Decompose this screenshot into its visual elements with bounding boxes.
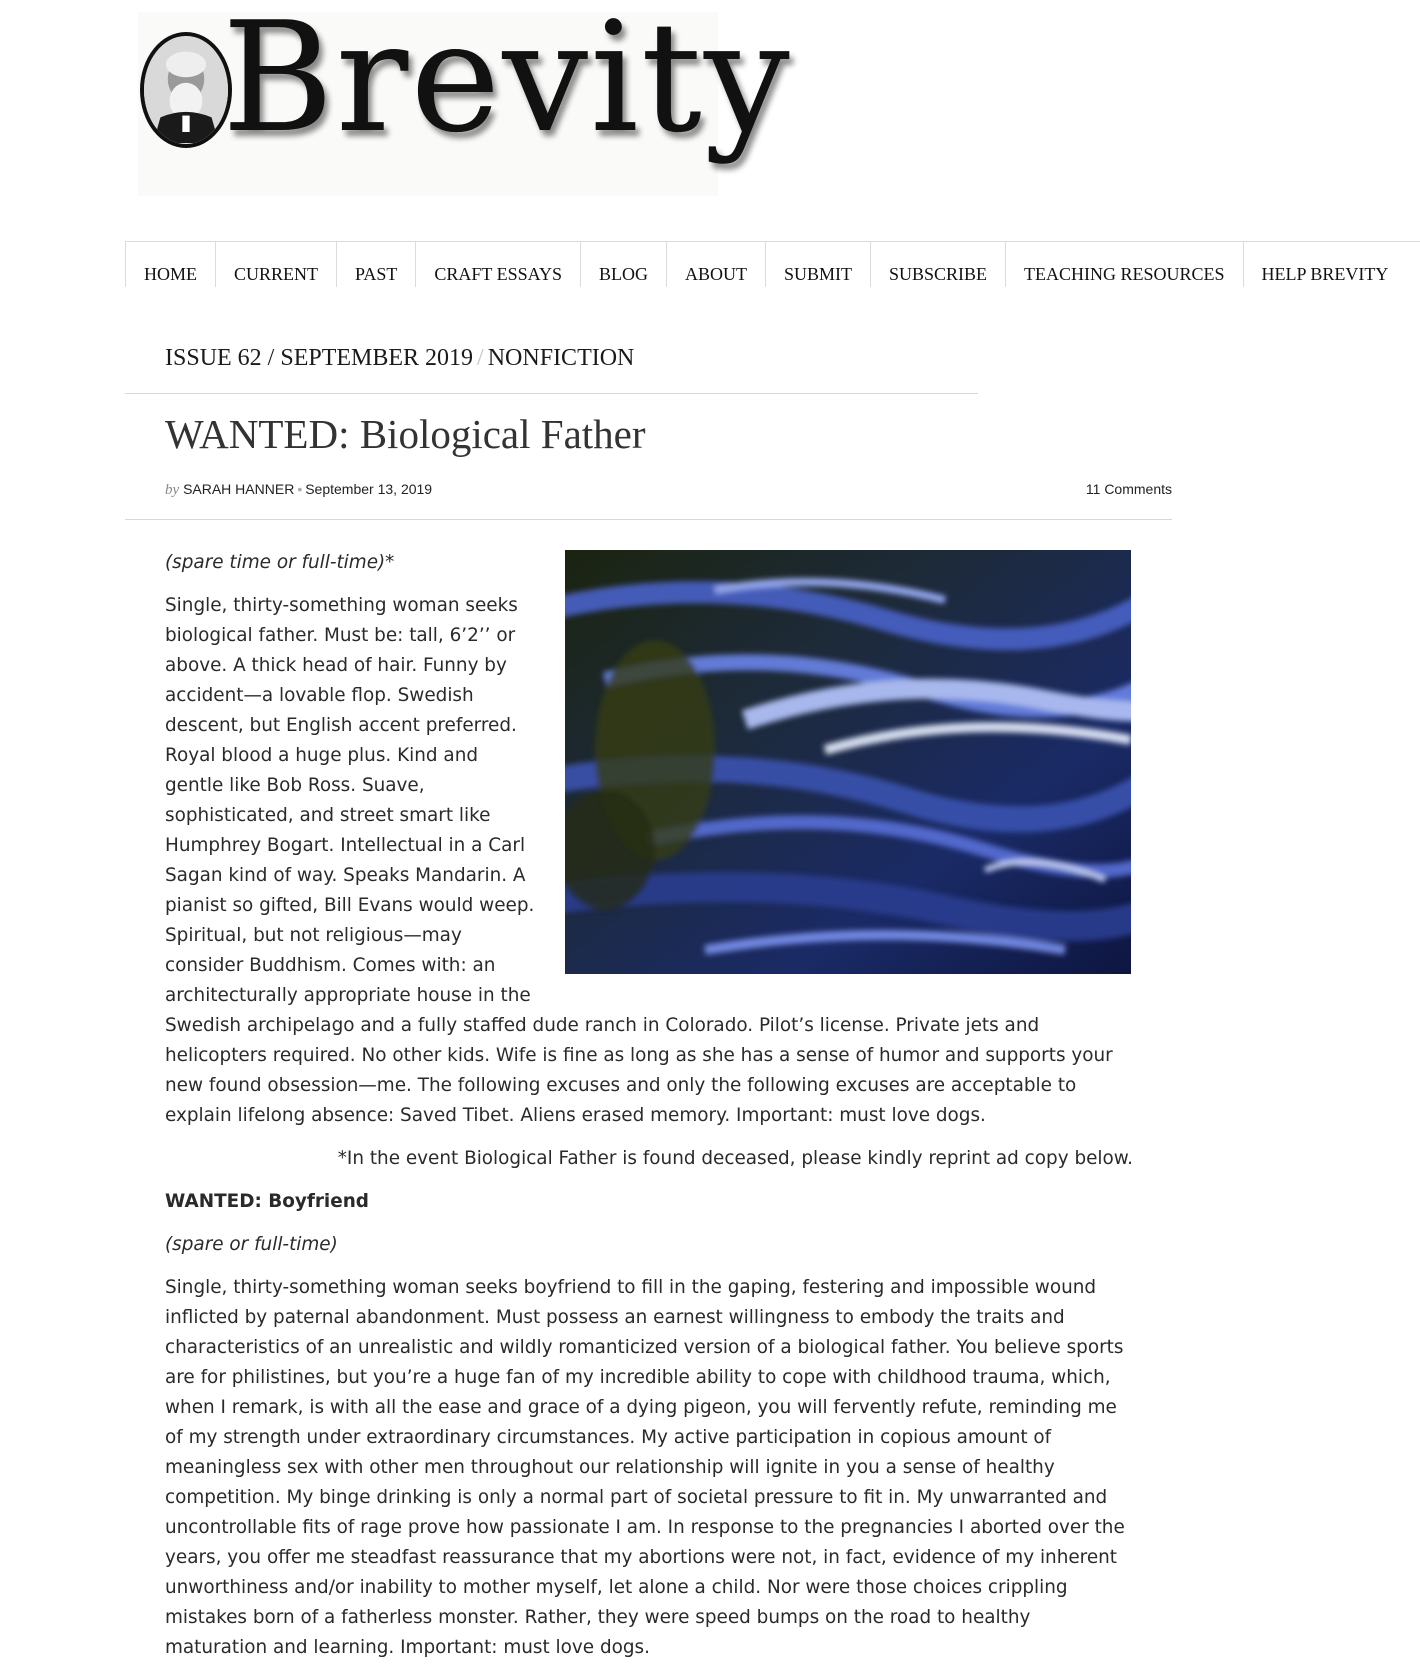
portrait-logo-icon [140, 32, 232, 148]
breadcrumb-category[interactable]: NONFICTION [487, 345, 635, 371]
main-navigation [125, 241, 1420, 287]
breadcrumb-separator: / [477, 345, 484, 371]
article-photo [565, 550, 1131, 974]
nav-help-brevity[interactable]: HELP BREVITY [1243, 242, 1407, 287]
nav-teaching-resources[interactable]: TEACHING RESOURCES [1005, 242, 1243, 287]
site-logo[interactable] [138, 0, 792, 196]
logo-wordmark: Brevity [222, 0, 792, 166]
nav-about[interactable]: ABOUT [666, 242, 765, 287]
post-title: WANTED: Biological Father [165, 411, 646, 457]
article-body [165, 548, 1133, 1676]
ad-paragraph: Single, thirty-something woman seeks biological father. Must be: tall, 6’2’’ or above. A thick head of hair. Funny by accident—a lovable flop. Swedish descent, but English accent preferred. Royal blood a huge plus. Kind and gentle like Bob Ross. Suave, sophisticated, and street smart like Humphrey Bogart. Intellectual in a Carl Sagan kind of way. Speaks Mandarin. A pianist so gifted, Bill Evans would weep. Spiritual, but not religious—may consider Buddhism. Comes with: an architecturally appropriate house in the Swedish archipelago and a fully staffed dude ranch in Colorado. Pilot’s license. Private jets and helicopters required. No other kids. Wife is fine as long as she has a sense of humor and supports your new found obsession—me. The following excuses and only the following excuses are acceptable to explain lifelong absence: Saved Tibet. Aliens erased memory. Important: must love dogs. [165, 595, 1113, 1126]
ad-subtitle: (spare time or full-time)* [165, 552, 395, 573]
comments-link[interactable]: 11 Comments [1085, 481, 1172, 497]
footnote: *In the event Biological Father is found deceased, please kindly reprint ad copy below. [337, 1148, 1133, 1169]
divider [125, 519, 1172, 520]
ad-paragraph: Single, thirty-something woman seeks boyfriend to fill in the gaping, festering and impossible wound inflicted by paternal abandonment. Must possess an earnest willingness to embody the traits and characteristics of an unrealistic and wildly romanticized version of a biological father. You believe sports are for philistines, but you’re a huge fan of my incredible ability to cope with childhood trauma, which, when I remark, is with all the ease and grace of a dying pigeon, you will fervently refute, reminding me of my strength under extraordinary circumstances. My active participation in copious amount of meaningless sex with other men throughout our relationship will ignite in you a sense of healthy competition. My binge drinking is only a normal part of societal pressure to fit in. My unwarranted and uncontrollable fits of rage prove how passionate I am. In response to the pregnancies I aborted over the years, you offer me steadfast reassurance that my abortions were not, in fact, evidence of my inherent unworthiness and/or inability to mother myself, let alone a child. Nor were those choices crippling mistakes born of a fatherless monster. Rather, they were speed bumps on the road to healthy maturation and learning. Important: must love dogs. [165, 1277, 1125, 1658]
byline-prefix: by [165, 482, 180, 498]
nav-blog[interactable]: BLOG [580, 242, 666, 287]
nav-home[interactable]: HOME [125, 242, 215, 287]
section-heading: WANTED: Boyfriend [165, 1191, 369, 1212]
nav-past[interactable]: PAST [336, 242, 415, 287]
nav-submit[interactable]: SUBMIT [765, 242, 870, 287]
post-meta [165, 481, 432, 499]
ad-subtitle: (spare or full-time) [165, 1234, 338, 1255]
nav-subscribe[interactable]: SUBSCRIBE [870, 242, 1005, 287]
nav-current[interactable]: CURRENT [215, 242, 336, 287]
nav-craft-essays[interactable]: CRAFT ESSAYS [415, 242, 580, 287]
divider [125, 393, 978, 394]
author-link[interactable]: SARAH HANNER [183, 481, 295, 497]
meta-separator: • [297, 481, 303, 497]
post-date: September 13, 2019 [305, 481, 433, 497]
breadcrumb-issue[interactable]: ISSUE 62 / SEPTEMBER 2019 [165, 345, 474, 371]
breadcrumb [165, 345, 634, 372]
